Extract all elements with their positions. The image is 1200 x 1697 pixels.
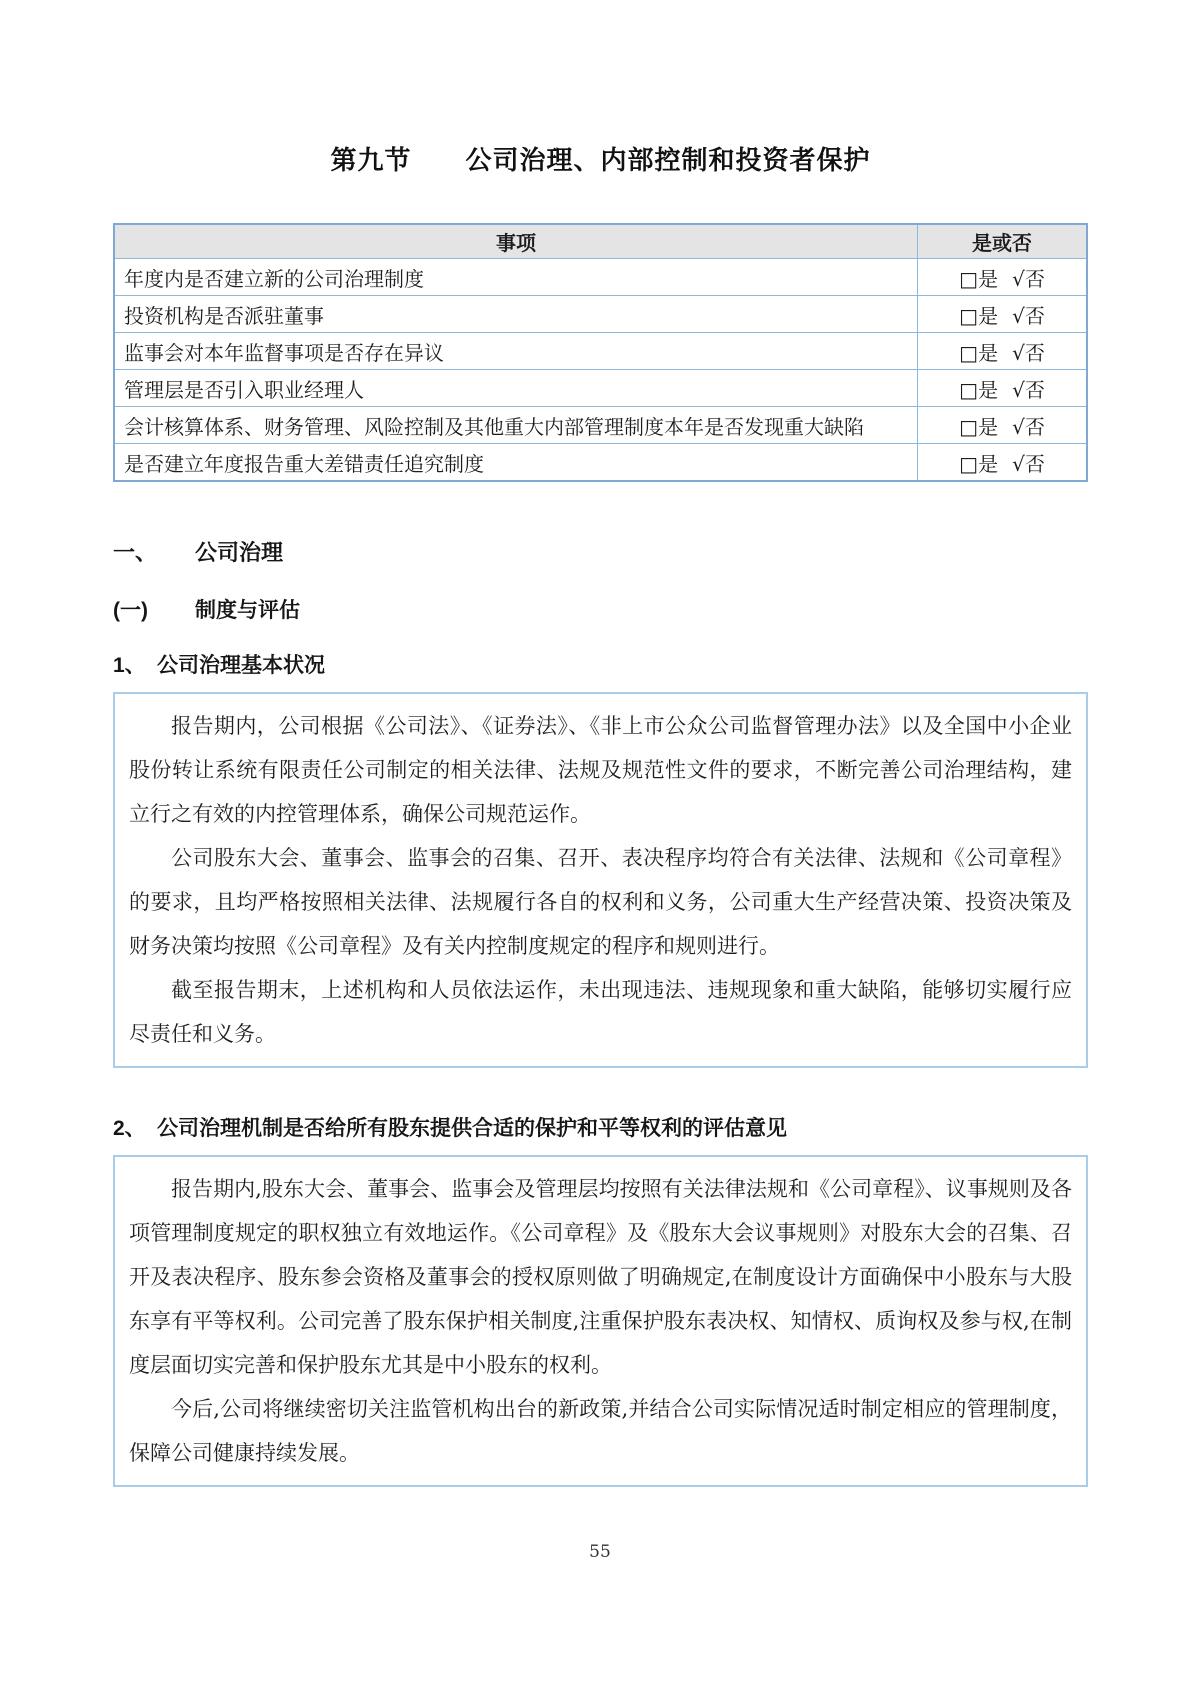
item-label: 投资机构是否派驻董事	[114, 296, 918, 333]
governance-status-textbox	[113, 692, 1088, 1068]
choice-cell	[918, 444, 1088, 482]
subsection-heading-system-evaluation	[113, 594, 1088, 624]
checkmark-no-selected: √否	[1012, 266, 1045, 291]
checkbox-yes-unchecked: □是	[959, 340, 999, 365]
paragraph: 报告期内,股东大会、董事会、监事会及管理层均按照有关法律法规和《公司章程》、议事规则及各项管理制度规定的职权独立有效地运作。《公司章程》及《股东大会议事规则》对股东大会的召集、召开及表决程序、股东参会资格及董事会的授权原则做了明确规定,在制度设计方面确保中小股东与大股东享有平等权利。公司完善了股东保护相关制度,注重保护股东表决权、知情权、质询权及参与权,在制度层面切实完善和保护股东尤其是中小股东的权利。	[129, 1177, 1072, 1377]
choice-cell	[918, 333, 1088, 370]
checkbox-yes-unchecked: □是	[959, 451, 999, 476]
column-header-item: 事项	[114, 224, 918, 259]
table-row	[114, 333, 1087, 370]
section-title: 公司治理	[195, 540, 284, 565]
checkbox-yes-unchecked: □是	[959, 377, 999, 402]
choice-cell	[918, 296, 1088, 333]
checkmark-no-selected: √否	[1012, 414, 1045, 439]
choice-cell	[918, 259, 1088, 296]
checkmark-no-selected: √否	[1012, 377, 1045, 402]
section-heading-governance	[113, 536, 1088, 567]
checkbox-yes-unchecked: □是	[959, 303, 999, 328]
table-row	[114, 296, 1087, 333]
shareholder-protection-textbox	[113, 1155, 1088, 1487]
item-number: 2、	[113, 1117, 146, 1140]
paragraph: 今后,公司将继续密切关注监管机构出台的新政策,并结合公司实际情况适时制定相应的管理制度，保障公司健康持续发展。	[129, 1397, 1072, 1465]
yes-no-table	[113, 223, 1088, 482]
choice-cell	[918, 370, 1088, 407]
item-title: 公司治理基本状况	[157, 654, 325, 677]
paragraph: 公司股东大会、董事会、监事会的召集、召开、表决程序均符合有关法律、法规和《公司章程》的要求，且均严格按照相关法律、法规履行各自的权利和义务，公司重大生产经营决策、投资决策及财务决策均按照《公司章程》及有关内控制度规定的程序和规则进行。	[129, 846, 1072, 958]
checkbox-yes-unchecked: □是	[959, 266, 999, 291]
item-label: 管理层是否引入职业经理人	[114, 370, 918, 407]
column-header-yesno: 是或否	[918, 224, 1088, 259]
paragraph: 截至报告期末，上述机构和人员依法运作，未出现违法、违规现象和重大缺陷，能够切实履行应尽责任和义务。	[129, 978, 1072, 1046]
checkmark-no-selected: √否	[1012, 340, 1045, 365]
page-number: 55	[589, 1542, 611, 1562]
item-label: 会计核算体系、财务管理、风险控制及其他重大内部管理制度本年是否发现重大缺陷	[114, 407, 918, 444]
item-title: 公司治理机制是否给所有股东提供合适的保护和平等权利的评估意见	[157, 1117, 787, 1140]
subsection-number: (一)	[113, 599, 148, 622]
table-header-row	[114, 224, 1087, 259]
table-row	[114, 370, 1087, 407]
item-heading-shareholder-protection-opinion	[113, 1112, 1088, 1142]
item-number: 1、	[113, 654, 146, 677]
page-content	[113, 0, 1088, 1487]
section-number: 一、	[113, 540, 158, 565]
checkmark-no-selected: √否	[1012, 451, 1045, 476]
checkmark-no-selected: √否	[1012, 303, 1045, 328]
item-label: 监事会对本年监督事项是否存在异议	[114, 333, 918, 370]
item-heading-governance-basic-status	[113, 649, 1088, 679]
table-row	[114, 444, 1087, 482]
item-label: 年度内是否建立新的公司治理制度	[114, 259, 918, 296]
table-row	[114, 259, 1087, 296]
choice-cell	[918, 407, 1088, 444]
checkbox-yes-unchecked: □是	[959, 414, 999, 439]
item-label: 是否建立年度报告重大差错责任追究制度	[114, 444, 918, 482]
subsection-title: 制度与评估	[195, 599, 300, 622]
page-title: 第九节 公司治理、内部控制和投资者保护	[330, 145, 871, 175]
table-row	[114, 407, 1087, 444]
paragraph: 报告期内，公司根据《公司法》、《证券法》、《非上市公众公司监督管理办法》以及全国中小企业股份转让系统有限责任公司制定的相关法律、法规及规范性文件的要求，不断完善公司治理结构，建立行之有效的内控管理体系，确保公司规范运作。	[129, 714, 1072, 826]
